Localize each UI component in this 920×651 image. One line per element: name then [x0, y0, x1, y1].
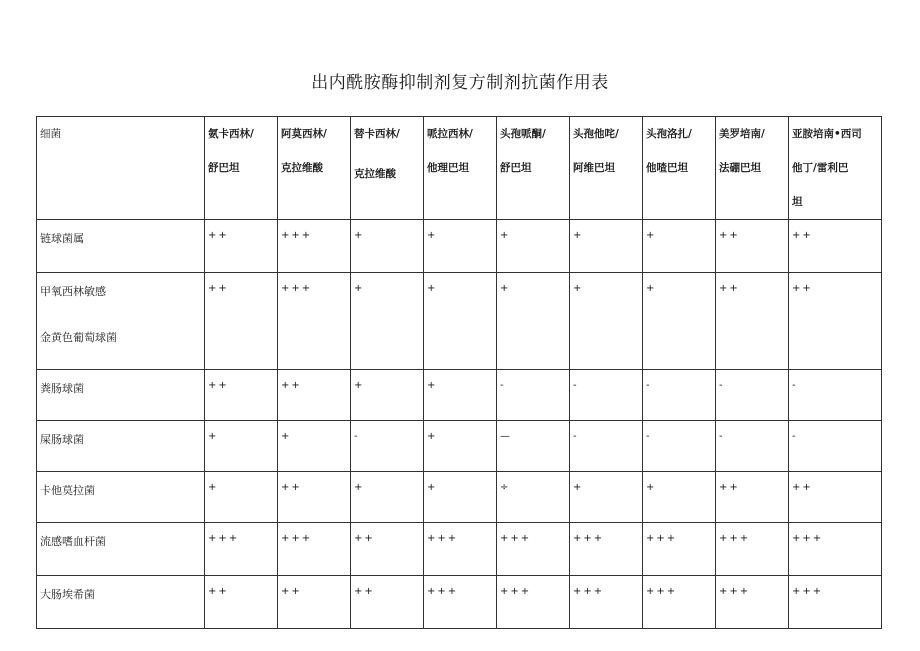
- table-cell: ++: [716, 220, 789, 273]
- row-label-line: 金黄色葡萄球菌: [40, 331, 117, 344]
- row-label: [37, 523, 205, 576]
- table-cell: ++: [789, 273, 882, 370]
- row-label: [37, 370, 205, 421]
- header-line: 头孢哌酮/: [500, 128, 546, 140]
- column-header: [497, 117, 570, 220]
- header-line: 头孢洛扎/: [646, 128, 692, 140]
- row-label: [37, 220, 205, 273]
- column-header: [351, 117, 424, 220]
- table-cell: ++: [351, 523, 424, 576]
- row-label-line: 甲氧西林敏感: [40, 285, 106, 298]
- header-line: 阿莫西林/: [281, 128, 327, 140]
- table-cell: +: [570, 220, 643, 273]
- row-label: [37, 576, 205, 629]
- table-cell: —: [497, 421, 570, 472]
- table-cell: ++: [205, 370, 278, 421]
- header-line: 克拉维酸: [354, 168, 396, 180]
- row-label: [37, 421, 205, 472]
- table-row: [37, 370, 882, 421]
- header-line: 替卡西林/: [354, 128, 400, 140]
- table-cell: +++: [205, 523, 278, 576]
- table-row: [37, 472, 882, 523]
- column-header: [570, 117, 643, 220]
- table-cell: -: [716, 421, 789, 472]
- header-line: 他丁/雷利巴: [792, 162, 849, 174]
- table-cell: ++: [351, 576, 424, 629]
- header-line: 氨卡西林/: [208, 128, 254, 140]
- table-cell: +++: [424, 523, 497, 576]
- table-row: [37, 523, 882, 576]
- table-cell: +++: [789, 576, 882, 629]
- table-cell: +: [351, 472, 424, 523]
- table-cell: +: [424, 472, 497, 523]
- column-header: [205, 117, 278, 220]
- table-cell: ++: [205, 220, 278, 273]
- row-label: [37, 273, 205, 370]
- header-line: 舒巴坦: [208, 162, 240, 174]
- table-cell: +: [643, 220, 716, 273]
- table-cell: +: [424, 370, 497, 421]
- table-cell: +++: [424, 576, 497, 629]
- table-cell: ++: [278, 370, 351, 421]
- row-label: [37, 472, 205, 523]
- table-cell: -: [497, 370, 570, 421]
- column-header: [716, 117, 789, 220]
- table-cell: ++: [205, 273, 278, 370]
- table-cell: ++: [789, 220, 882, 273]
- corner-header: 细菌: [37, 117, 205, 220]
- table-cell: +++: [716, 523, 789, 576]
- antibacterial-table: [36, 116, 882, 629]
- row-label-line: 流感嗜血杆菌: [40, 535, 106, 548]
- table-cell: ++: [716, 273, 789, 370]
- header-line: 美罗培南/: [719, 128, 765, 140]
- row-label-line: 屎肠球菌: [40, 433, 84, 446]
- header-row: [37, 117, 882, 220]
- table-cell: +: [570, 472, 643, 523]
- row-label-line: 大肠埃希菌: [40, 588, 95, 601]
- table-cell: +++: [716, 576, 789, 629]
- header-line: 坦: [792, 196, 803, 208]
- table-cell: +: [351, 220, 424, 273]
- table-cell: ++: [205, 576, 278, 629]
- table-cell: +++: [570, 576, 643, 629]
- header-line: 舒巴坦: [500, 162, 532, 174]
- table-cell: -: [643, 370, 716, 421]
- row-label-line: 链球菌属: [40, 232, 84, 245]
- table-cell: +: [643, 472, 716, 523]
- header-line: 克拉维酸: [281, 162, 323, 174]
- header-line: 法硼巴坦: [719, 162, 761, 174]
- table-cell: +: [278, 421, 351, 472]
- header-line: 他理巴坦: [427, 162, 469, 174]
- header-line: 亚胺培南•西司: [792, 128, 862, 140]
- table-cell: -: [351, 421, 424, 472]
- column-header: [789, 117, 882, 220]
- table-cell: +: [205, 472, 278, 523]
- document-title: 出内酰胺酶抑制剂复方制剂抗菌作用表: [311, 73, 609, 93]
- table-cell: +++: [497, 576, 570, 629]
- table-cell: ++: [789, 472, 882, 523]
- table-row: [37, 220, 882, 273]
- table-row: [37, 273, 882, 370]
- table-cell: ++: [278, 472, 351, 523]
- table-cell: +: [570, 273, 643, 370]
- table-cell: +++: [570, 523, 643, 576]
- table-cell: +++: [278, 523, 351, 576]
- table-cell: +: [497, 273, 570, 370]
- header-line: 哌拉西林/: [427, 128, 473, 140]
- table-cell: +: [643, 273, 716, 370]
- table-cell: +: [205, 421, 278, 472]
- row-label-line: 卡他莫拉菌: [40, 484, 95, 497]
- table-cell: +: [424, 421, 497, 472]
- table-cell: +++: [643, 523, 716, 576]
- table-row: [37, 576, 882, 629]
- table-cell: +: [424, 273, 497, 370]
- table-cell: +++: [643, 576, 716, 629]
- table-cell: ÷: [497, 472, 570, 523]
- column-header: [278, 117, 351, 220]
- table-cell: -: [643, 421, 716, 472]
- table-cell: -: [789, 421, 882, 472]
- header-line: 阿维巴坦: [573, 162, 615, 174]
- table-cell: -: [570, 370, 643, 421]
- table-cell: +++: [278, 273, 351, 370]
- table-cell: ++: [716, 472, 789, 523]
- table-cell: -: [716, 370, 789, 421]
- table-cell: +++: [497, 523, 570, 576]
- table-row: [37, 421, 882, 472]
- column-header: [424, 117, 497, 220]
- table-cell: +++: [278, 220, 351, 273]
- header-line: [354, 151, 421, 163]
- table-cell: +: [351, 370, 424, 421]
- table-cell: ++: [278, 576, 351, 629]
- header-line: 他喳巴坦: [646, 162, 688, 174]
- row-label-line: 粪肠球菌: [40, 382, 84, 395]
- table-cell: +: [424, 220, 497, 273]
- header-line: 头孢他咤/: [573, 128, 619, 140]
- table-cell: +: [351, 273, 424, 370]
- table-cell: -: [789, 370, 882, 421]
- table-cell: +++: [789, 523, 882, 576]
- table-cell: -: [570, 421, 643, 472]
- column-header: [643, 117, 716, 220]
- table-cell: +: [497, 220, 570, 273]
